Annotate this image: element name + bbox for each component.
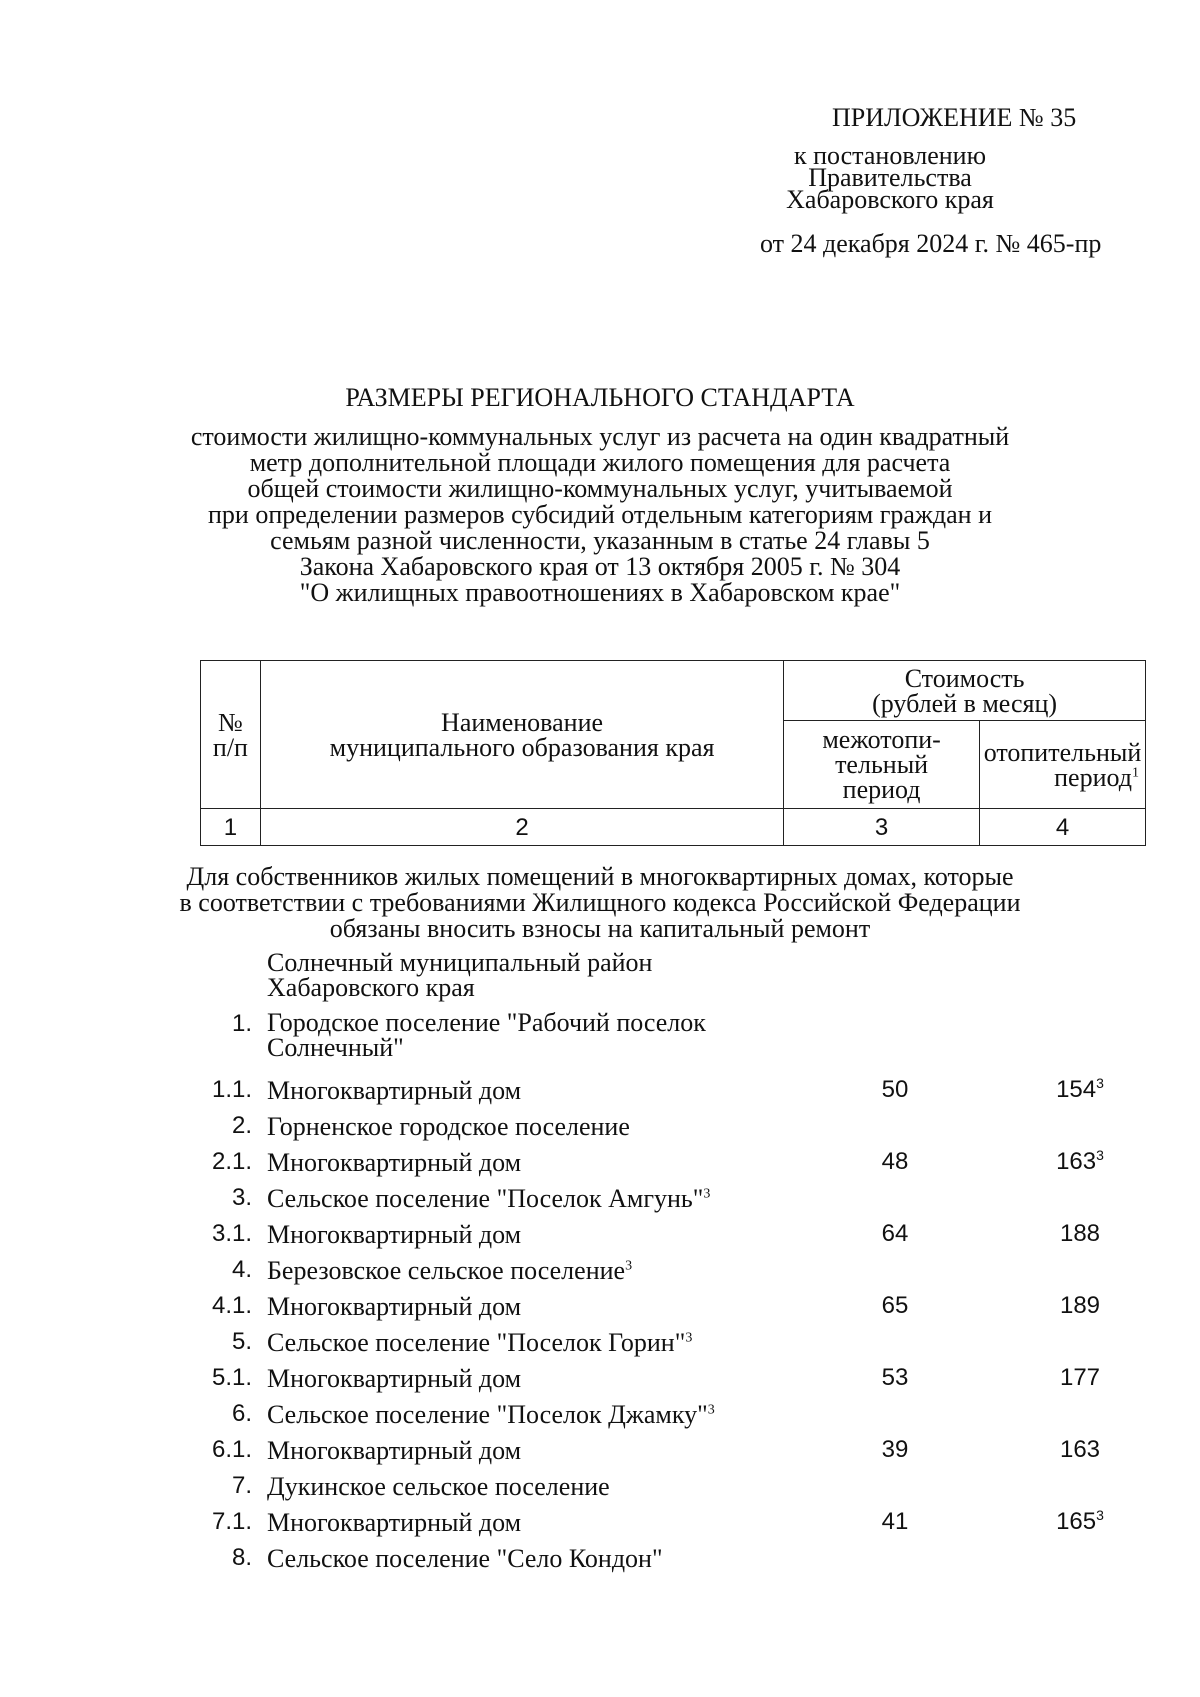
subtitle-line: общей стоимости жилищно-коммунальных услуг, учитываемой (247, 474, 953, 503)
table-row: 4. Березовское сельское поселение$^3$ (231, 1256, 633, 1285)
table-row: 6. Сельское поселение "Поселок Джамку"$^3$ (231, 1400, 715, 1429)
table-row: 1.1. Многоквартирный дом 50 $154^3$ (211, 1075, 1104, 1105)
footnote-marker: 3 (703, 1186, 711, 1202)
document-subtitle (160, 424, 1040, 606)
subtitle-line: семьям разной численности, указанным в статье 24 главы 5 (270, 526, 930, 555)
subtitle-line: стоимости жилищно-коммунальных услуг из расчета на один квадратный (190, 422, 1010, 451)
table-row: 7. Дукинское сельское поселение (231, 1472, 610, 1501)
header-cell-cost: Стоимость (рублей в месяц) (784, 661, 1146, 721)
appendix-line-3: Хабаровского края (786, 185, 994, 214)
footnote-marker: 3 (1096, 1147, 1104, 1163)
table-row: 4.1. Многоквартирный дом 65 189 (211, 1292, 1101, 1321)
table-row: 6.1. Многоквартирный дом 39 163 (211, 1436, 1101, 1465)
table-row: 1. Городское поселение "Рабочий поселок Солнечный" (231, 1008, 706, 1062)
table-row: 3.1. Многоквартирный дом 64 188 (211, 1220, 1101, 1249)
footnote-marker: 3 (685, 1330, 693, 1346)
section-note-line: Для собственников жилых помещений в многоквартирных домах, которые (186, 862, 1014, 891)
section-note-line: в соответствии с требованиями Жилищного кодекса Российской Федерации (179, 888, 1021, 917)
appendix-date: от 24 декабря 2024 г. № 465-пр (760, 229, 1102, 258)
subtitle-line: Закона Хабаровского края от 13 октября 2005 г. № 304 (299, 552, 901, 581)
footnote-marker: 3 (625, 1258, 633, 1274)
footnote-marker: 3 (1096, 1507, 1104, 1523)
header-cell-number: № п/п (201, 661, 261, 809)
district-heading: Солнечный муниципальный район Хабаровского края (267, 948, 653, 1002)
table-row: 3. Сельское поселение "Поселок Амгунь"$^3$ (231, 1184, 711, 1213)
appendix-line-2: Правительства (808, 163, 972, 192)
column-number-3: 3 (784, 809, 980, 846)
section-note (160, 864, 1040, 942)
header-cell-heating: отопительный период$^1$ (980, 721, 1146, 809)
footnote-marker: 1 (1132, 764, 1139, 780)
column-number-4: 4 (980, 809, 1146, 846)
table-row: 2.1. Многоквартирный дом 48 $163^3$ (211, 1147, 1104, 1177)
header-cell-inter-heating: межотопи- тельный период (784, 721, 980, 809)
subtitle-line: метр дополнительной площади жилого помещения для расчета (249, 448, 951, 477)
table-row: 8. Сельское поселение "Село Кондон" (231, 1544, 663, 1573)
header-cell-name: Наименование муниципального образования края (260, 661, 783, 809)
table-row: 5. Сельское поселение "Поселок Горин"$^3$ (231, 1328, 693, 1357)
table-row: 2. Горненское городское поселение (231, 1112, 630, 1141)
footnote-marker: 3 (1096, 1075, 1104, 1091)
subtitle-line: при определении размеров субсидий отдельным категориям граждан и (208, 500, 992, 529)
table-header (200, 660, 1146, 846)
footnote-marker: 3 (707, 1402, 715, 1418)
column-number-2: 2 (260, 809, 783, 846)
document-title: РАЗМЕРЫ РЕГИОНАЛЬНОГО СТАНДАРТА (345, 383, 855, 412)
column-number-1: 1 (201, 809, 261, 846)
table-row: 5.1. Многоквартирный дом 53 177 (211, 1364, 1101, 1393)
appendix-line-1: к постановлению (793, 141, 987, 170)
section-note-line: обязаны вносить взносы на капитальный ремонт (329, 914, 871, 943)
appendix-title: ПРИЛОЖЕНИЕ № 35 (832, 103, 1077, 132)
table-row: 7.1. Многоквартирный дом 41 $165^3$ (211, 1507, 1104, 1537)
subtitle-line: "О жилищных правоотношениях в Хабаровском крае" (299, 578, 901, 607)
